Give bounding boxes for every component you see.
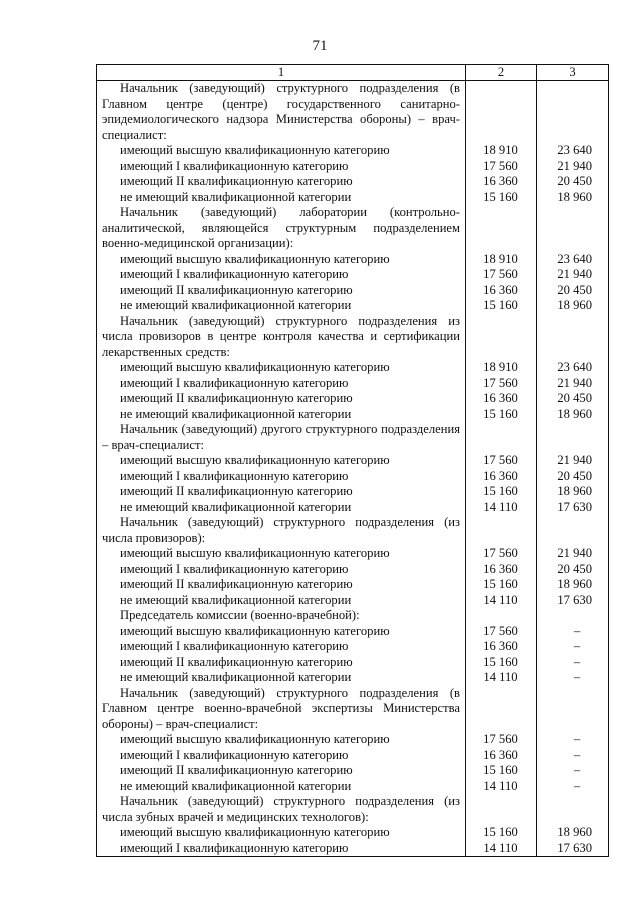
row-value-col3: –: [537, 763, 609, 779]
row-label: имеющий I квалификационную категорию: [97, 562, 466, 578]
row-label: Начальник (заведующий) структурного подразделения (в Главном центре военно-врачебной экспертизы Министерства обороны) – врач-специалист:: [97, 686, 466, 733]
row-value-col3: 20 450: [537, 391, 609, 407]
table-row: [97, 298, 609, 314]
table-row: [97, 484, 609, 500]
row-value-col2: [466, 81, 537, 144]
table-row: [97, 159, 609, 175]
table-row: [97, 825, 609, 841]
table-row: [97, 562, 609, 578]
row-value-col2: 14 110: [466, 500, 537, 516]
row-value-col3: 18 960: [537, 825, 609, 841]
row-value-col2: 17 560: [466, 453, 537, 469]
table-header-row: [97, 65, 609, 81]
row-label: имеющий I квалификационную категорию: [97, 639, 466, 655]
row-value-col2: 16 360: [466, 639, 537, 655]
row-value-col3: 21 940: [537, 267, 609, 283]
row-value-col3: [537, 686, 609, 733]
row-value-col2: 16 360: [466, 748, 537, 764]
row-label: имеющий II квалификационную категорию: [97, 655, 466, 671]
row-value-col3: 21 940: [537, 376, 609, 392]
table-row: [97, 577, 609, 593]
table-row-heading: [97, 794, 609, 825]
row-value-col3: 20 450: [537, 283, 609, 299]
table-row-heading: [97, 205, 609, 252]
row-value-col3: 23 640: [537, 252, 609, 268]
row-value-col2: 18 910: [466, 360, 537, 376]
row-label: Начальник (заведующий) структурного подразделения (из числа провизоров):: [97, 515, 466, 546]
row-value-col3: 17 630: [537, 841, 609, 857]
row-value-col2: 15 160: [466, 484, 537, 500]
row-label: имеющий I квалификационную категорию: [97, 376, 466, 392]
row-value-col3: [537, 314, 609, 361]
row-value-col2: 15 160: [466, 577, 537, 593]
row-label: имеющий II квалификационную категорию: [97, 577, 466, 593]
row-label: имеющий I квалификационную категорию: [97, 469, 466, 485]
table-row: [97, 143, 609, 159]
row-value-col3: 23 640: [537, 143, 609, 159]
table-row: [97, 779, 609, 795]
row-value-col3: 20 450: [537, 174, 609, 190]
row-value-col3: [537, 205, 609, 252]
column-header-2: 2: [466, 65, 537, 81]
row-label: Начальник (заведующий) лаборатории (контрольно-аналитической, являющейся структурным подразделением военно-медицинской организации):: [97, 205, 466, 252]
table-row: [97, 283, 609, 299]
table-row: [97, 376, 609, 392]
table-row: [97, 593, 609, 609]
row-label: имеющий I квалификационную категорию: [97, 748, 466, 764]
row-value-col2: [466, 314, 537, 361]
row-value-col3: –: [537, 748, 609, 764]
row-value-col2: 16 360: [466, 174, 537, 190]
table-row: [97, 670, 609, 686]
row-value-col2: 15 160: [466, 763, 537, 779]
row-value-col2: 15 160: [466, 655, 537, 671]
row-value-col3: –: [537, 779, 609, 795]
row-value-col3: 18 960: [537, 190, 609, 206]
row-value-col3: [537, 608, 609, 624]
table-row: [97, 546, 609, 562]
row-value-col3: 21 940: [537, 546, 609, 562]
row-value-col3: [537, 422, 609, 453]
row-value-col3: 17 630: [537, 593, 609, 609]
row-label: не имеющий квалификационной категории: [97, 779, 466, 795]
table-row-heading: [97, 608, 609, 624]
row-value-col3: 18 960: [537, 298, 609, 314]
row-label: имеющий II квалификационную категорию: [97, 484, 466, 500]
row-value-col3: –: [537, 624, 609, 640]
row-value-col2: 15 160: [466, 190, 537, 206]
table-row: [97, 407, 609, 423]
table-row: [97, 624, 609, 640]
row-value-col2: 17 560: [466, 159, 537, 175]
table-row: [97, 174, 609, 190]
row-label: не имеющий квалификационной категории: [97, 298, 466, 314]
table-row: [97, 748, 609, 764]
row-value-col2: [466, 515, 537, 546]
table-row: [97, 453, 609, 469]
row-label: не имеющий квалификационной категории: [97, 500, 466, 516]
table-row-heading: [97, 686, 609, 733]
row-value-col2: 15 160: [466, 298, 537, 314]
row-value-col2: [466, 205, 537, 252]
table-body: [97, 81, 609, 857]
column-header-1: 1: [97, 65, 466, 81]
row-label: имеющий I квалификационную категорию: [97, 159, 466, 175]
table-row: [97, 655, 609, 671]
row-value-col2: 16 360: [466, 391, 537, 407]
row-value-col3: –: [537, 639, 609, 655]
row-value-col3: 17 630: [537, 500, 609, 516]
row-label: имеющий высшую квалификационную категорию: [97, 360, 466, 376]
row-value-col2: 15 160: [466, 825, 537, 841]
table-row: [97, 391, 609, 407]
row-value-col3: 21 940: [537, 159, 609, 175]
row-label: Председатель комиссии (военно-врачебной):: [97, 608, 466, 624]
row-label: имеющий высшую квалификационную категорию: [97, 732, 466, 748]
table-row: [97, 190, 609, 206]
row-value-col2: 17 560: [466, 546, 537, 562]
row-value-col2: 16 360: [466, 469, 537, 485]
table-row: [97, 500, 609, 516]
table-row: [97, 267, 609, 283]
row-value-col3: 18 960: [537, 484, 609, 500]
row-value-col3: 20 450: [537, 562, 609, 578]
row-label: не имеющий квалификационной категории: [97, 670, 466, 686]
row-label: имеющий II квалификационную категорию: [97, 174, 466, 190]
row-value-col2: 18 910: [466, 252, 537, 268]
row-label: Начальник (заведующий) структурного подразделения (в Главном центре (центре) государственного санитарно-эпидемиологического надзора Министерства обороны) – врач-специалист:: [97, 81, 466, 144]
row-label: не имеющий квалификационной категории: [97, 407, 466, 423]
row-label: Начальник (заведующий) другого структурного подразделения – врач-специалист:: [97, 422, 466, 453]
table-row: [97, 469, 609, 485]
row-value-col3: [537, 81, 609, 144]
row-value-col3: [537, 794, 609, 825]
row-label: имеющий I квалификационную категорию: [97, 841, 466, 857]
row-value-col3: –: [537, 655, 609, 671]
row-value-col3: 21 940: [537, 453, 609, 469]
row-value-col2: 14 110: [466, 670, 537, 686]
row-value-col3: –: [537, 732, 609, 748]
row-value-col3: 18 960: [537, 407, 609, 423]
row-value-col2: 14 110: [466, 593, 537, 609]
row-label: имеющий II квалификационную категорию: [97, 763, 466, 779]
row-label: имеющий II квалификационную категорию: [97, 283, 466, 299]
row-label: имеющий высшую квалификационную категорию: [97, 143, 466, 159]
row-value-col2: [466, 422, 537, 453]
row-value-col2: [466, 794, 537, 825]
table-row: [97, 360, 609, 376]
row-label: не имеющий квалификационной категории: [97, 593, 466, 609]
row-value-col2: 16 360: [466, 283, 537, 299]
row-label: Начальник (заведующий) структурного подразделения из числа провизоров в центре контроля качества и сертификации лекарственных средств:: [97, 314, 466, 361]
row-label: имеющий высшую квалификационную категорию: [97, 252, 466, 268]
row-value-col2: 16 360: [466, 562, 537, 578]
row-value-col2: 17 560: [466, 267, 537, 283]
row-value-col2: 17 560: [466, 732, 537, 748]
table-row: [97, 841, 609, 857]
table-row: [97, 763, 609, 779]
row-label: имеющий высшую квалификационную категорию: [97, 453, 466, 469]
row-value-col2: 14 110: [466, 841, 537, 857]
table-row: [97, 732, 609, 748]
row-label: имеющий высшую квалификационную категорию: [97, 624, 466, 640]
row-value-col2: 18 910: [466, 143, 537, 159]
row-value-col3: –: [537, 670, 609, 686]
row-label: имеющий I квалификационную категорию: [97, 267, 466, 283]
row-value-col2: 15 160: [466, 407, 537, 423]
table-row-heading: [97, 515, 609, 546]
row-value-col2: 17 560: [466, 376, 537, 392]
row-value-col2: 14 110: [466, 779, 537, 795]
row-value-col3: 18 960: [537, 577, 609, 593]
table-row-heading: [97, 81, 609, 144]
column-header-3: 3: [537, 65, 609, 81]
row-label: Начальник (заведующий) структурного подразделения (из числа зубных врачей и медицинских технологов):: [97, 794, 466, 825]
row-label: имеющий II квалификационную категорию: [97, 391, 466, 407]
row-value-col2: [466, 608, 537, 624]
salary-table: [96, 64, 609, 857]
row-label: имеющий высшую квалификационную категорию: [97, 825, 466, 841]
table-row: [97, 252, 609, 268]
table-row: [97, 639, 609, 655]
row-label: имеющий высшую квалификационную категорию: [97, 546, 466, 562]
row-value-col3: [537, 515, 609, 546]
row-value-col3: 23 640: [537, 360, 609, 376]
row-value-col2: 17 560: [466, 624, 537, 640]
page-number: 71: [312, 38, 328, 54]
row-label: не имеющий квалификационной категории: [97, 190, 466, 206]
row-value-col3: 20 450: [537, 469, 609, 485]
table-row-heading: [97, 422, 609, 453]
row-value-col2: [466, 686, 537, 733]
table-row-heading: [97, 314, 609, 361]
